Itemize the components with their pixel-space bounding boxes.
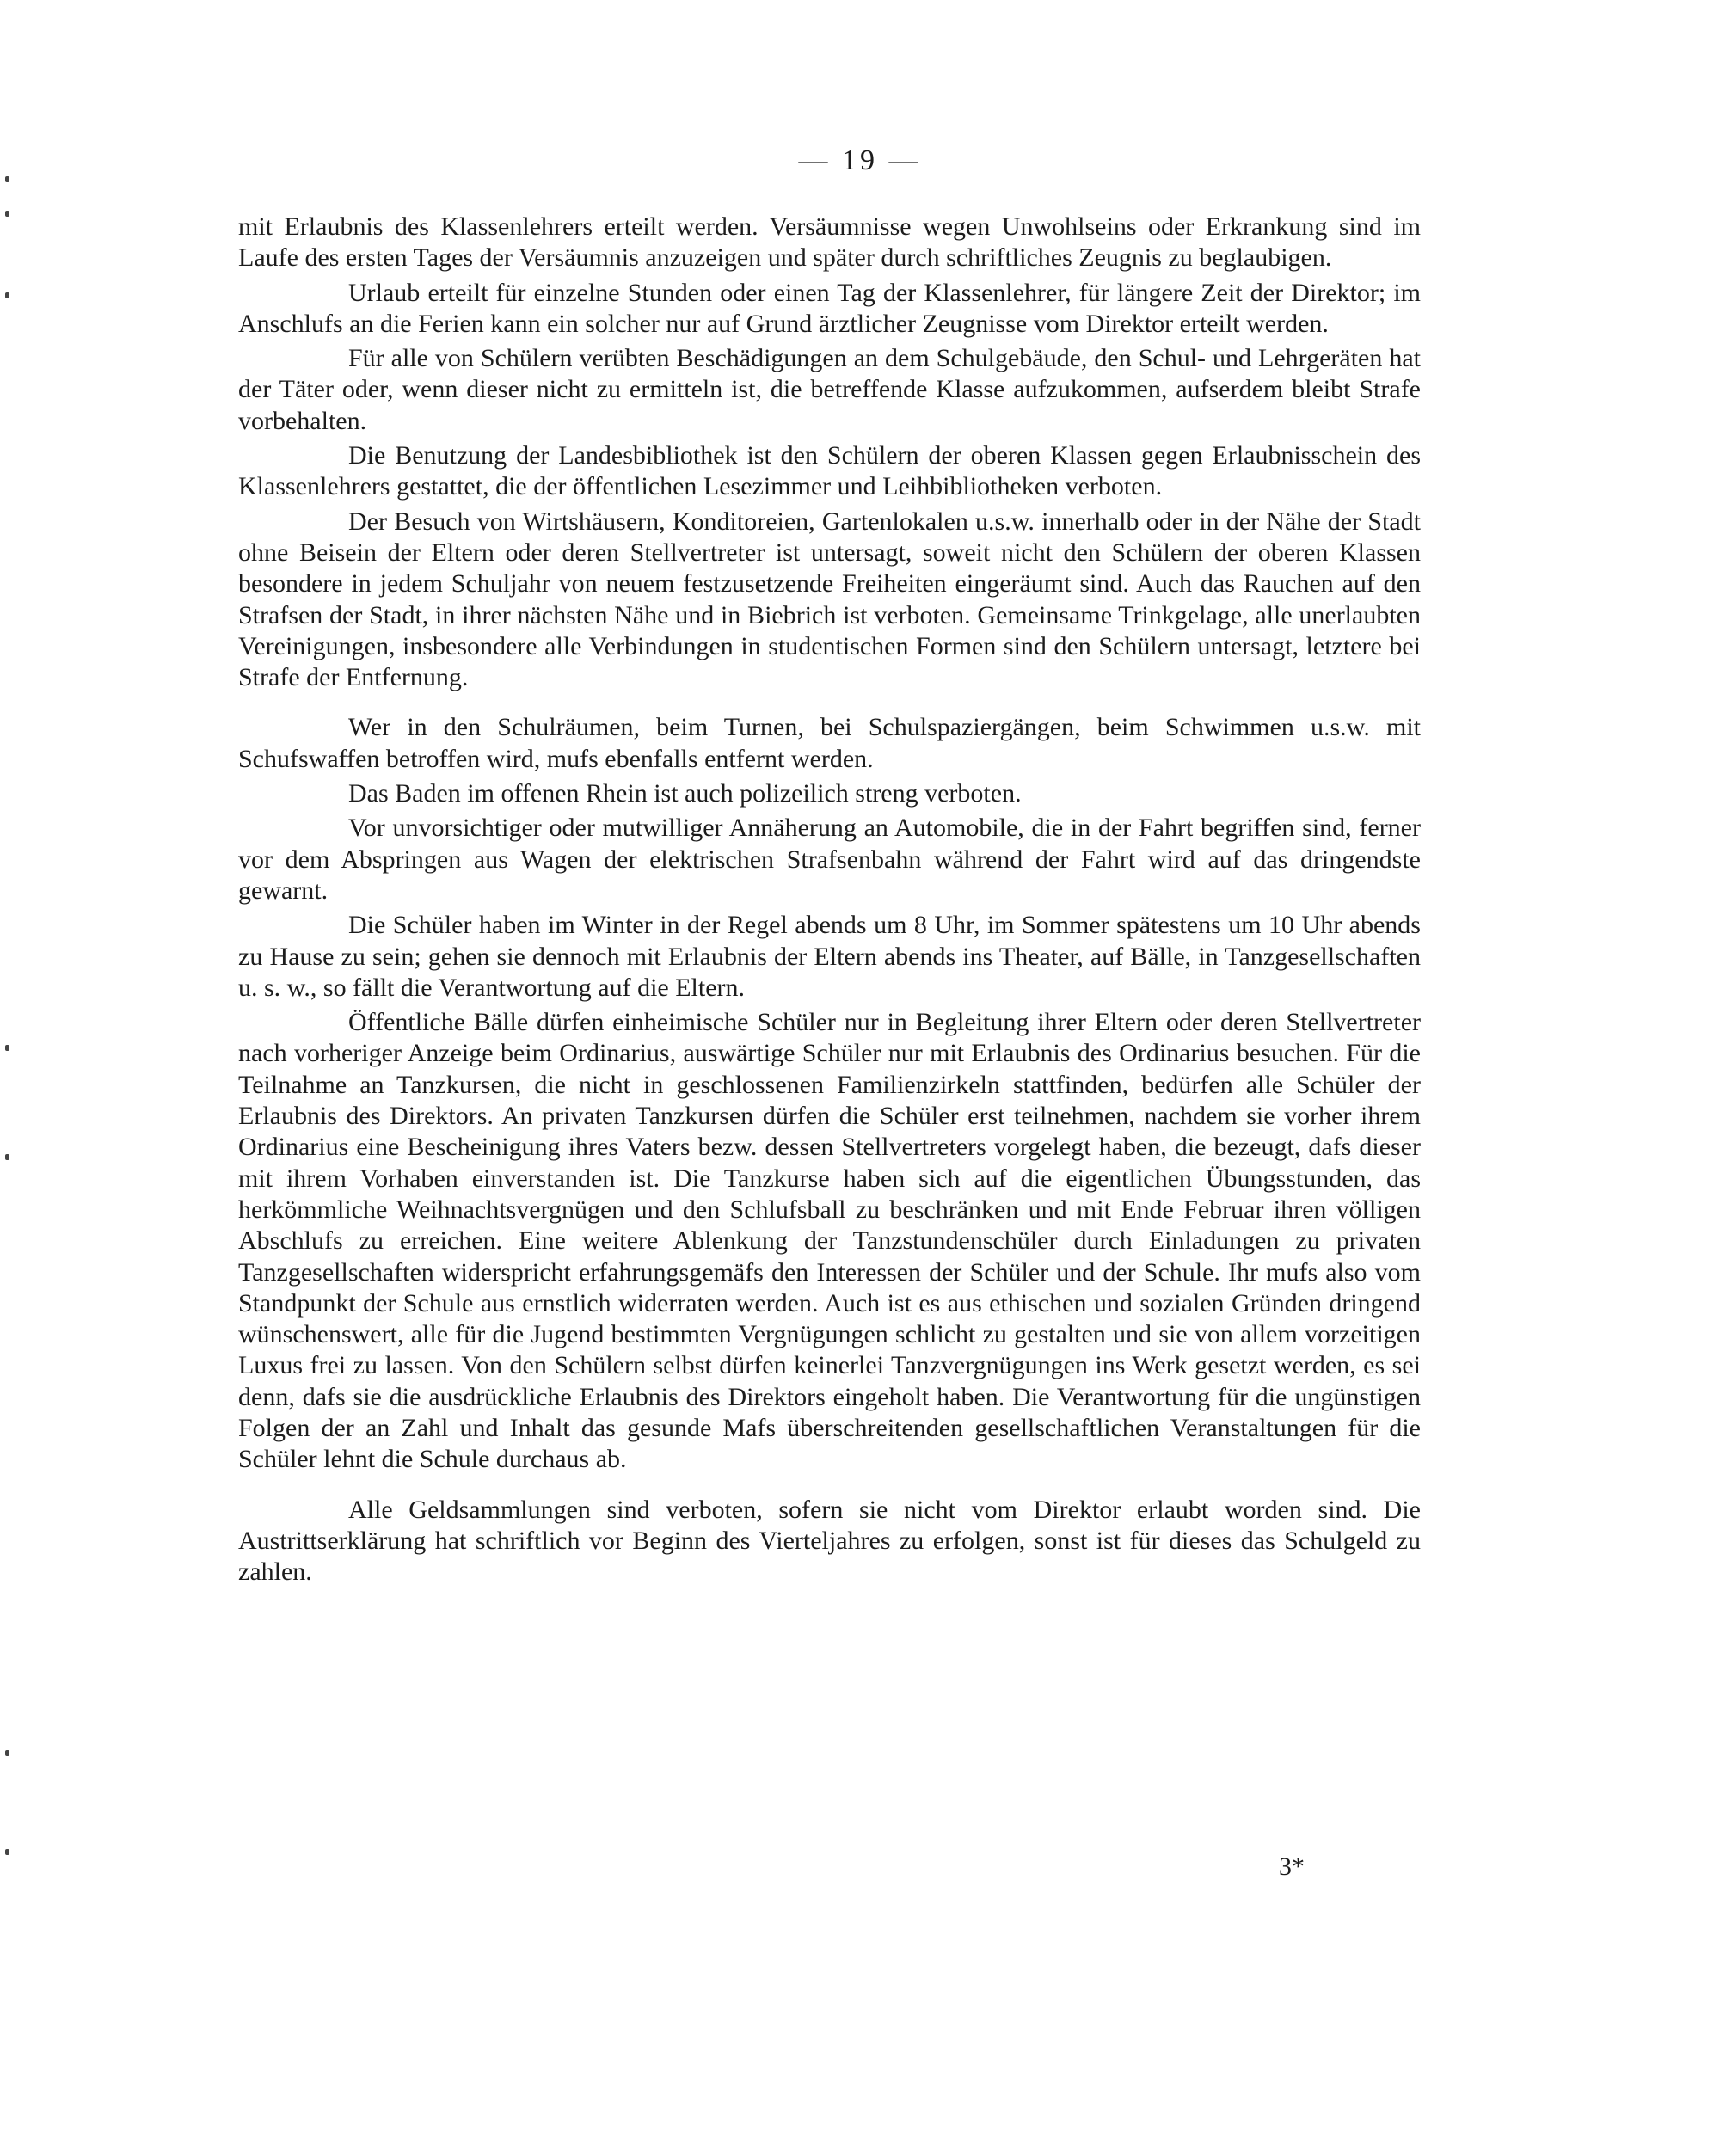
paragraph-collections: Alle Geldsammlungen sind verboten, sofern sie nicht vom Direktor erlaubt worden sind. Die Austrittserklärung hat schriftlich vor Beginn des Vierteljahres zu erfolgen, sonst ist für dieses das Schulgeld zu zahlen. — [238, 1495, 1421, 1587]
paragraph-damages: Für alle von Schülern verübten Beschädigungen an dem Schulgebäude, den Schul- und Lehrgeräten hat der Täter oder, wenn dieser nicht zu ermitteln ist, die betreffende Klasse aufzukommen, aufserdem bleibt Strafe vorbehalten. — [238, 344, 1421, 435]
paragraph-leave: Urlaub erteilt für einzelne Stunden oder einen Tag der Klassenlehrer, für längere Zeit der Direktor; im Anschlufs an die Ferien kann ein solcher nur auf Grund ärztlicher Zeugnisse vom Direktor erteilt werden. — [238, 278, 1421, 338]
paragraph-library: Die Benutzung der Landesbibliothek ist den Schülern der oberen Klassen gegen Erlaubnisschein des Klassenlehrers gestattet, die der öffentlichen Lesezimmer und Leihbibliotheken verboten. — [238, 441, 1421, 501]
margin-mark — [5, 176, 9, 182]
paragraph-automobiles: Vor unvorsichtiger oder mutwilliger Annäherung an Automobile, die in der Fahrt begriffen sind, ferner vor dem Abspringen aus Wagen der elektrischen Strafsenbahn während der Fahrt wird auf das dringendste gewarnt. — [238, 814, 1421, 905]
paragraph-bathing: Das Baden im offenen Rhein ist auch polizeilich streng verboten. — [348, 779, 1022, 808]
margin-mark — [5, 211, 9, 217]
margin-mark — [5, 1849, 9, 1855]
paragraph-absence: mit Erlaubnis des Klassenlehrers erteilt werden. Versäumnisse wegen Unwohlseins oder Erkrankung sind im Laufe des ersten Tages der Versäumnis anzuzeigen und später durch schriftliches Zeugnis zu beglaubigen. — [238, 212, 1421, 273]
margin-mark — [5, 1045, 9, 1051]
sheet-signature-mark: 3* — [1279, 1852, 1305, 1881]
margin-mark — [5, 1750, 9, 1756]
paragraph-balls: Öffentliche Bälle dürfen einheimische Schüler nur in Begleitung ihrer Eltern oder deren Stellvertreter nach vorheriger Anzeige beim Ordinarius, auswärtige Schüler nur mit Erlaubnis des Ordinarius besuchen. Für die Teilnahme an Tanzkursen, die nicht in geschlossenen Familienzirkeln stattfinden, bedürfen alle Schüler der Erlaubnis des Direktors. An privaten Tanzkursen dürfen die Schüler erst teilnehmen, nachdem sie vorher ihrem Ordinarius eine Bescheinigung ihres Vaters bezw. dessen Stellvertreters vorgelegt haben, die bezeugt, dafs dieser mit ihrem Vorhaben einverstanden ist. Die Tanzkurse haben sich auf die eigentlichen Übungsstunden, das herkömmliche Weihnachtsvergnügen und den Schlufsball zu beschränken und mit Ende Februar ihren völligen Abschlufs zu erreichen. Eine weitere Ablenkung der Tanzstundenschüler durch Einladungen zu privaten Tanzgesellschaften widerspricht erfahrungsgemäfs den Interessen der Schüler und der Schule. Ihr mufs also vom Standpunkt der Schule aus ernstlich widerraten werden. Auch ist es aus ethischen und sozialen Gründen dringend wünschenswert, alle für die Jugend bestimmten Vergnügungen schlicht zu gestalten und sie von allem vorzeitigen Luxus frei zu lassen. Von den Schülern selbst dürfen keinerlei Tanzvergnügungen ins Werk gesetzt werden, es sei denn, dafs sie die ausdrückliche Erlaubnis des Direktors eingeholt haben. Die Verantwortung für die ungünstigen Folgen der an Zahl und Inhalt das gesunde Mafs überschreitenden gesellschaftlichen Veranstaltungen für die Schüler lehnt die Schule durchaus ab. — [238, 1008, 1421, 1474]
document-body — [238, 212, 1421, 1591]
margin-mark — [5, 1154, 9, 1160]
page-number: — 19 — — [798, 144, 922, 176]
margin-mark — [5, 292, 9, 298]
paragraph-curfew: Die Schüler haben im Winter in der Regel abends um 8 Uhr, im Sommer spätestens um 10 Uhr abends zu Hause zu sein; gehen sie dennoch mit Erlaubnis der Eltern abends ins Theater, auf Bälle, in Tanzgesellschaften u. s. w., so fällt die Verantwortung auf die Eltern. — [238, 911, 1421, 1002]
paragraph-weapons: Wer in den Schulräumen, beim Turnen, bei Schulspaziergängen, beim Schwimmen u.s.w. mit Schufswaffen betroffen wird, mufs ebenfalls entfernt werden. — [238, 713, 1421, 773]
paragraph-taverns: Der Besuch von Wirtshäusern, Konditoreien, Gartenlokalen u.s.w. innerhalb oder in der Nähe der Stadt ohne Beisein der Eltern oder deren Stellvertreter ist untersagt, soweit nicht den Schülern der oberen Klassen besondere in jedem Schuljahr von neuem festzusetzende Freiheiten eingeräumt sind. Auch das Rauchen auf den Strafsen der Stadt, in ihrer nächsten Nähe und in Biebrich ist verboten. Gemeinsame Trinkgelage, alle unerlaubten Vereinigungen, insbesondere alle Verbindungen in studentischen Formen sind den Schülern untersagt, letztere bei Strafe der Entfernung. — [238, 507, 1421, 692]
